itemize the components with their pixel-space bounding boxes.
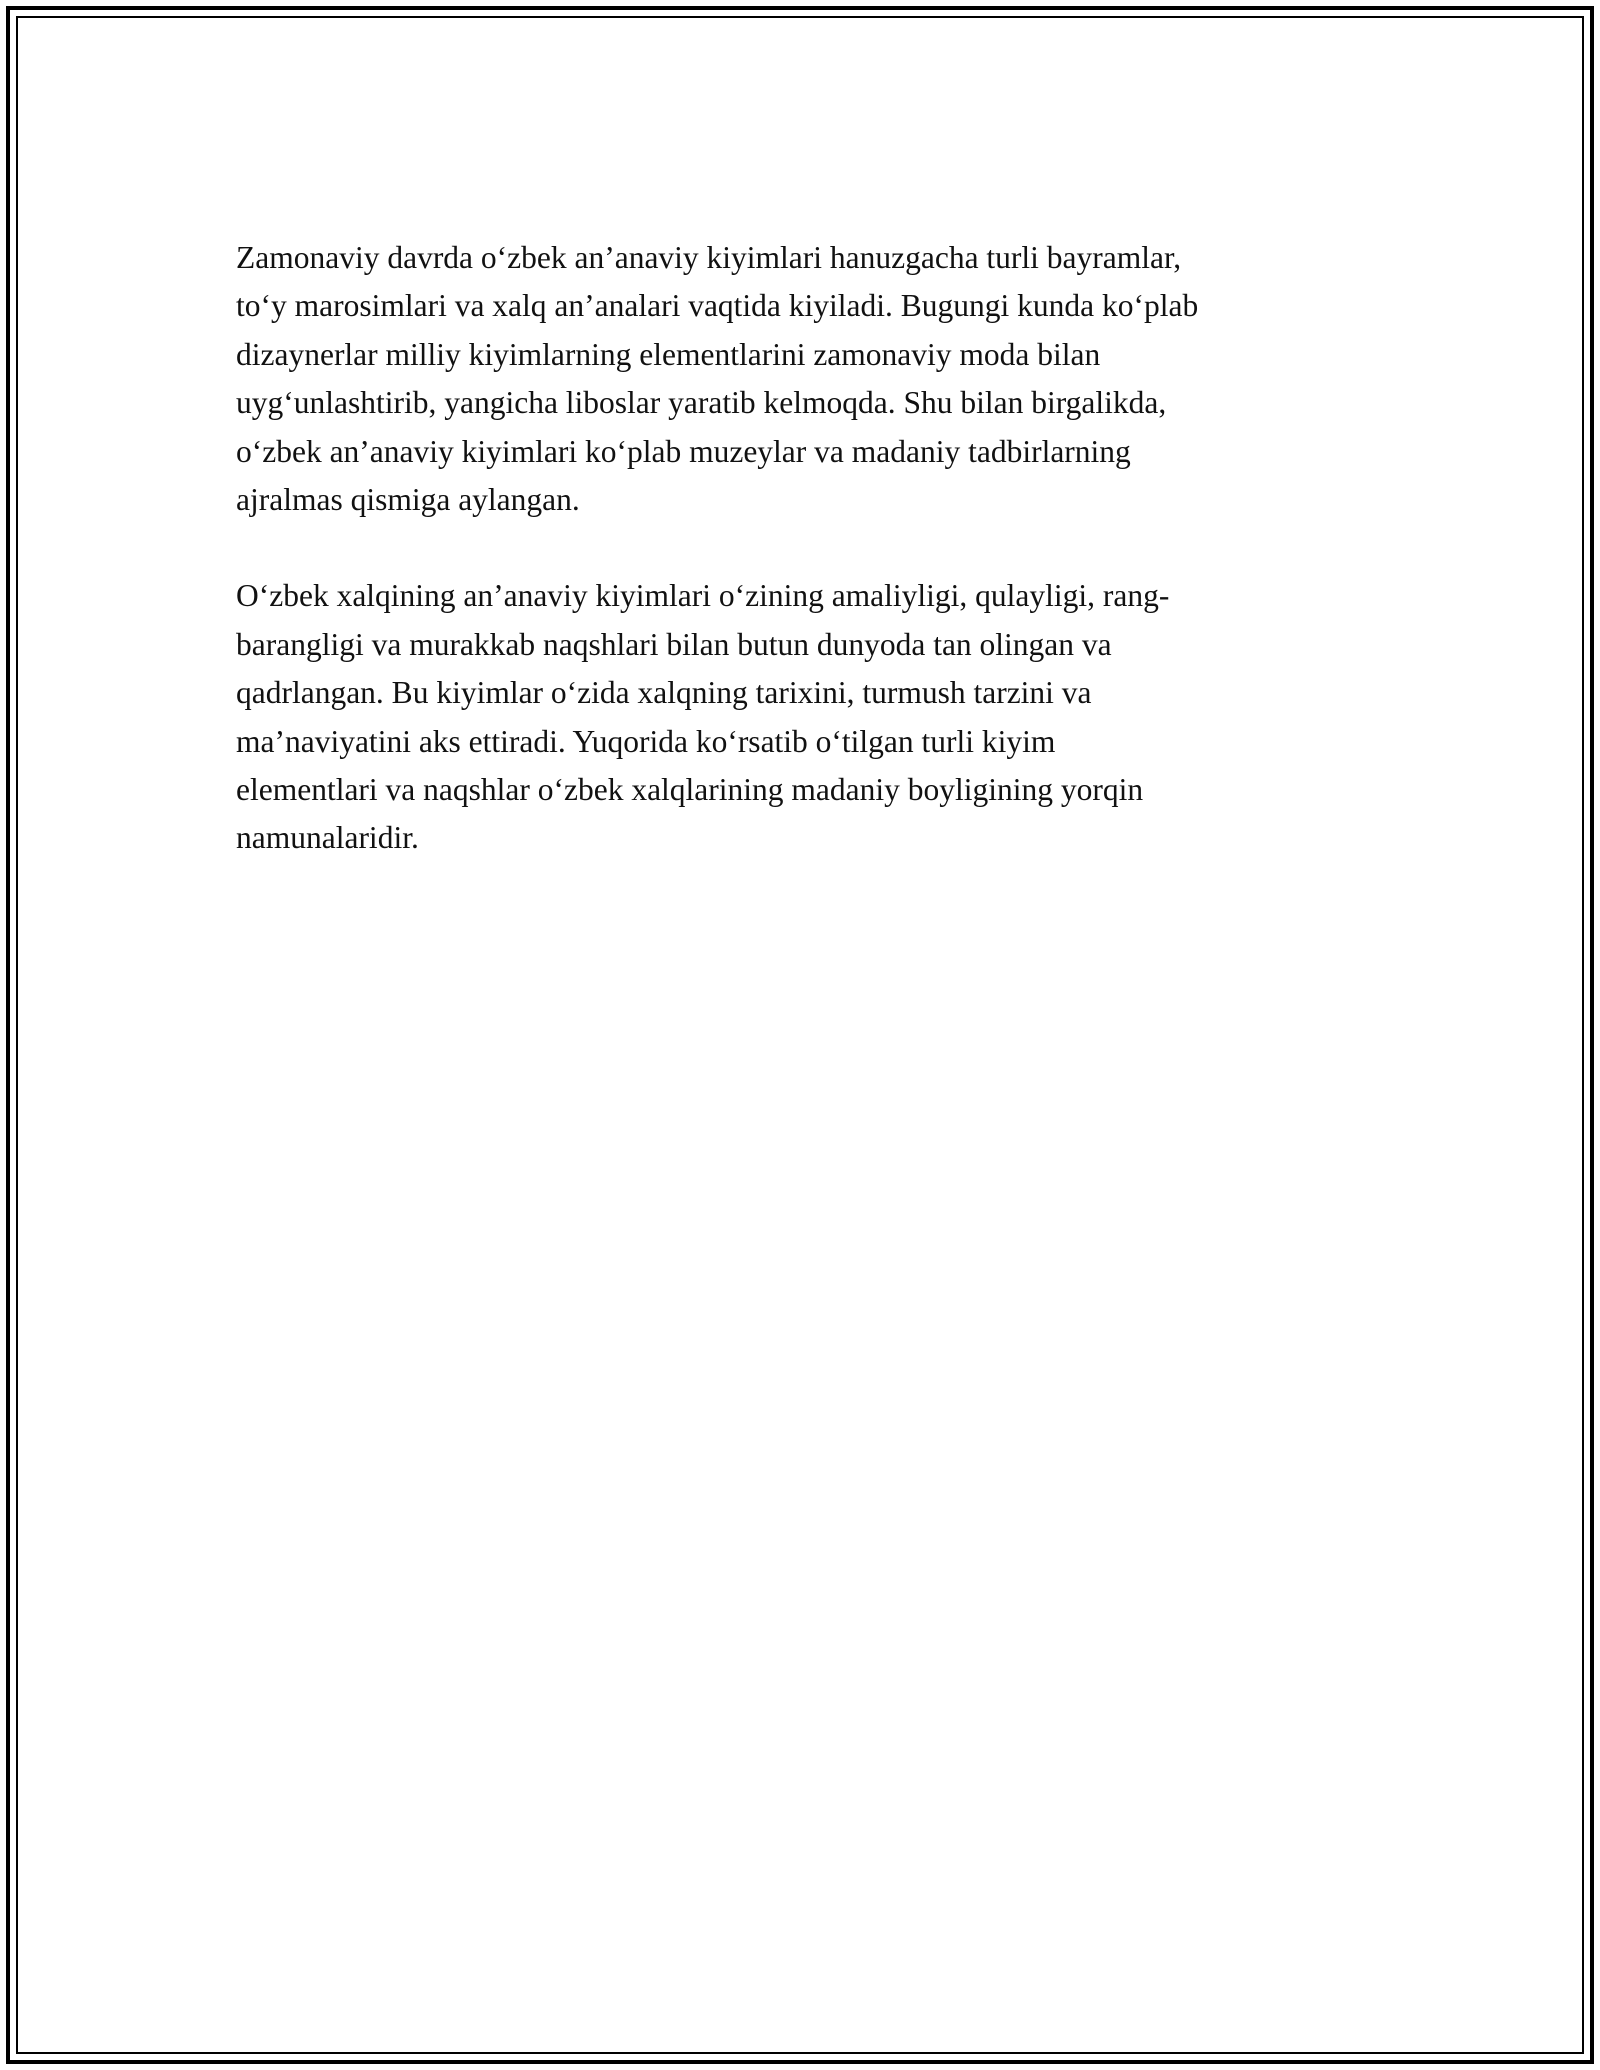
paragraph-1: Zamonaviy davrda o‘zbek an’anaviy kiyimlari hanuzgacha turli bayramlar, to‘y marosimlari va xalq an’analari vaqtida kiyiladi. Bugungi kunda ko‘plab dizaynerlar milliy kiyimlarning elementlarini zamonaviy moda bilan uyg‘unlashtirib, yangicha liboslar yaratib kelmoqda. Shu bilan birgalikda, o‘zbek an’anaviy kiyimlari ko‘plab muzeylar va madaniy tadbirlarning ajralmas qismiga aylangan. <box>236 240 1199 518</box>
document-body <box>236 234 1366 911</box>
paragraph-2: O‘zbek xalqining an’anaviy kiyimlari o‘zining amaliyligi, qulayligi, rang- barangligi va murakkab naqshlari bilan butun dunyoda tan olingan va qadrlangan. Bu kiyimlar o‘zida xalqning tarixini, turmush tarzini va ma’naviyatini aks ettiradi. Yuqorida ko‘rsatib o‘tilgan turli kiyim elementlari va naqshlar o‘zbek xalqlarining madaniy boyligining yorqin namunalaridir. <box>236 578 1170 856</box>
